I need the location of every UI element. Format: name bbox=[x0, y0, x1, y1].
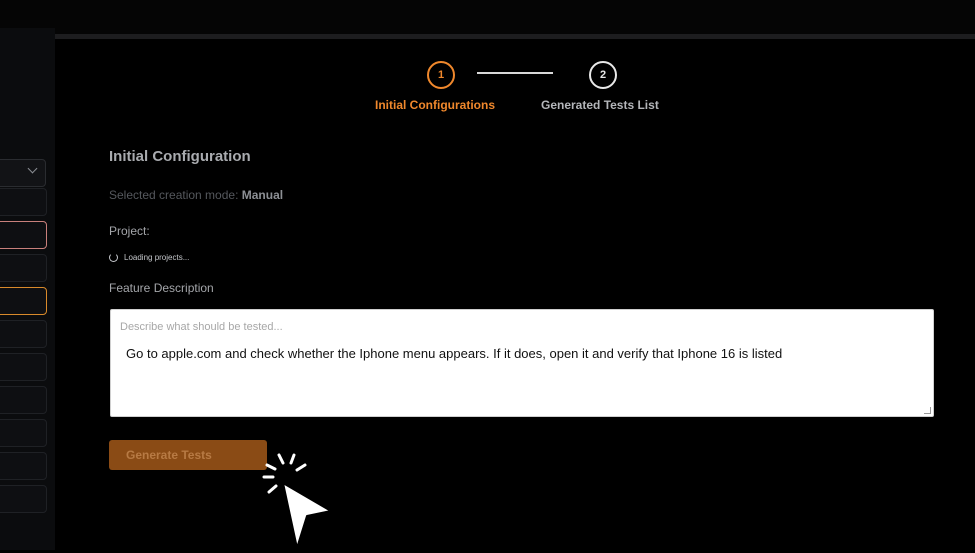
sidebar-field[interactable] bbox=[0, 320, 47, 348]
sidebar-field[interactable] bbox=[0, 386, 47, 414]
wizard-stepper bbox=[55, 34, 975, 124]
sidebar bbox=[0, 28, 55, 550]
step-2-indicator[interactable]: 2 bbox=[589, 61, 617, 89]
sidebar-dropdown[interactable] bbox=[0, 159, 46, 187]
project-label: Project: bbox=[109, 224, 150, 238]
sidebar-field[interactable] bbox=[0, 452, 47, 480]
step-2-label[interactable]: Generated Tests List bbox=[541, 98, 659, 112]
feature-description-label: Feature Description bbox=[109, 281, 214, 295]
sidebar-field-selected[interactable] bbox=[0, 287, 47, 315]
feature-description-placeholder: Describe what should be tested... bbox=[120, 321, 283, 333]
generate-tests-button[interactable]: Generate Tests bbox=[109, 440, 267, 470]
sidebar-field[interactable] bbox=[0, 419, 47, 447]
main-content bbox=[55, 34, 975, 550]
creation-mode-text bbox=[109, 188, 283, 202]
feature-description-textarea[interactable] bbox=[110, 309, 934, 417]
step-1-indicator[interactable]: 1 bbox=[427, 61, 455, 89]
step-1-label[interactable]: Initial Configurations bbox=[375, 98, 495, 112]
sidebar-field[interactable] bbox=[0, 188, 47, 216]
step-connector bbox=[477, 72, 553, 74]
loading-text: Loading projects... bbox=[124, 253, 190, 262]
sidebar-field[interactable] bbox=[0, 485, 47, 513]
pointer-cursor-icon bbox=[259, 453, 349, 553]
loading-projects-status bbox=[109, 253, 189, 262]
resize-handle-icon[interactable] bbox=[924, 407, 931, 414]
sidebar-field-highlighted[interactable] bbox=[0, 221, 47, 249]
creation-mode-value: Manual bbox=[241, 188, 284, 202]
feature-description-value[interactable]: Go to apple.com and check whether the Iphone menu appears. If it does, open it and verify that Iphone 16 is listed bbox=[126, 346, 783, 361]
page-title: Initial Configuration bbox=[109, 148, 251, 165]
sidebar-field[interactable] bbox=[0, 353, 47, 381]
loading-spinner-icon bbox=[109, 253, 118, 262]
creation-mode-prefix: Selected creation mode: bbox=[109, 188, 239, 202]
sidebar-field[interactable] bbox=[0, 254, 47, 282]
chevron-down-icon bbox=[28, 164, 38, 174]
